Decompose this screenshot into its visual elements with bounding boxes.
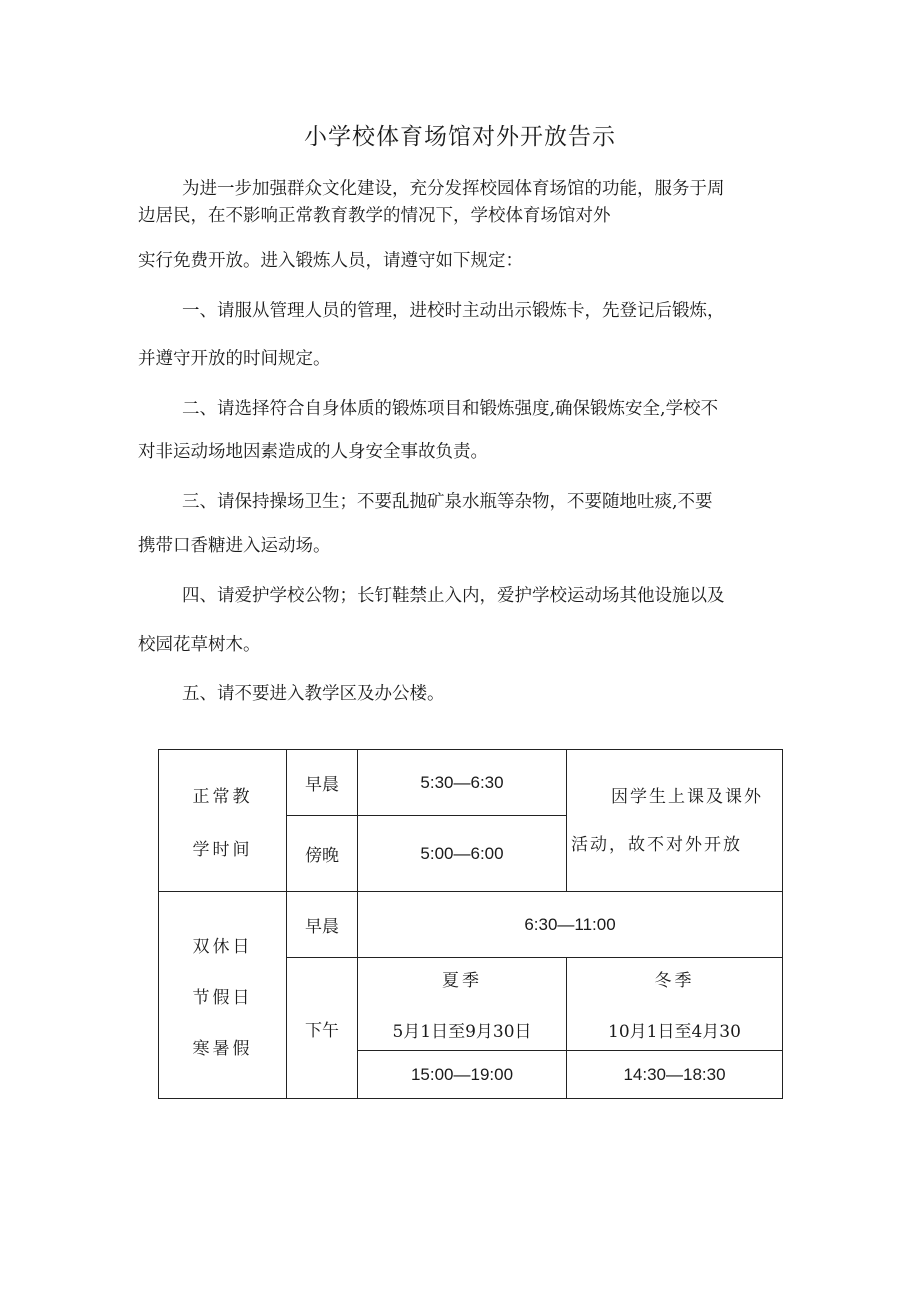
holiday-label-line-3: 寒暑假	[192, 1038, 253, 1059]
summer-label: 夏季	[442, 971, 482, 991]
intro-line-3: 实行免费开放。进入锻炼人员，请遵守如下规定：	[138, 251, 523, 271]
holiday-afternoon-label: 下午	[287, 958, 358, 1099]
closed-note-line-1: 因学生上课及课外	[611, 786, 763, 807]
intro-line-1: 为进一步加强群众文化建设，充分发挥校园体育场馆的功能，服务于周	[182, 179, 725, 199]
rule-5-line-1: 五、请不要进入教学区及办公楼。	[182, 684, 445, 704]
holiday-label-line-2: 节假日	[192, 987, 253, 1008]
weekday-label-line-1: 正常教	[192, 786, 253, 807]
holiday-morning-label: 早晨	[287, 892, 358, 958]
rule-4-line-2: 校园花草树木。	[138, 635, 261, 655]
rule-2-line-1: 二、请选择符合自身体质的锻炼项目和锻炼强度,确保锻炼安全,学校不	[182, 399, 719, 419]
rule-1-line-1: 一、请服从管理人员的管理，进校时主动出示锻炼卡，先登记后锻炼，	[182, 301, 725, 321]
summer-range: 5月1日至9月30日	[392, 1022, 532, 1042]
rule-4-line-1: 四、请爱护学校公物；长钉鞋禁止入内，爱护学校运动场其他设施以及	[182, 586, 725, 606]
winter-afternoon-time: 14:30—18:30	[567, 1051, 783, 1099]
weekday-morning-time: 5:30—6:30	[358, 750, 567, 816]
page-title: 小学校体育场馆对外开放告示	[304, 124, 616, 150]
rule-3-line-1: 三、请保持操场卫生；不要乱抛矿泉水瓶等杂物，不要随地吐痰,不要	[182, 492, 713, 512]
holiday-label-line-1: 双休日	[192, 936, 253, 957]
rule-3-line-2: 携带口香糖进入运动场。	[138, 536, 331, 556]
holiday-morning-time: 6:30—11:00	[358, 892, 783, 958]
weekday-evening-time: 5:00—6:00	[358, 816, 567, 892]
intro-line-2: 边居民，在不影响正常教育教学的情况下，学校体育场馆对外	[138, 206, 611, 226]
winter-label: 冬季	[654, 971, 695, 991]
weekday-category-cell	[159, 750, 287, 892]
winter-range: 10月1日至4月30	[608, 1022, 741, 1042]
rule-2-line-2: 对非运动场地因素造成的人身安全事故负责。	[138, 442, 488, 462]
opening-schedule-table	[158, 749, 783, 1099]
weekday-closed-note	[567, 750, 783, 892]
closed-note-line-2: 活动，故不对外开放	[571, 834, 742, 855]
weekday-label-line-2: 学时间	[192, 839, 253, 860]
rule-1-line-2: 并遵守开放的时间规定。	[138, 349, 331, 369]
weekday-morning-label: 早晨	[287, 750, 358, 816]
winter-cell	[567, 958, 783, 1051]
summer-cell	[358, 958, 567, 1051]
weekday-evening-label: 傍晚	[287, 816, 358, 892]
holiday-category-cell	[159, 892, 287, 1099]
summer-afternoon-time: 15:00—19:00	[358, 1051, 567, 1099]
